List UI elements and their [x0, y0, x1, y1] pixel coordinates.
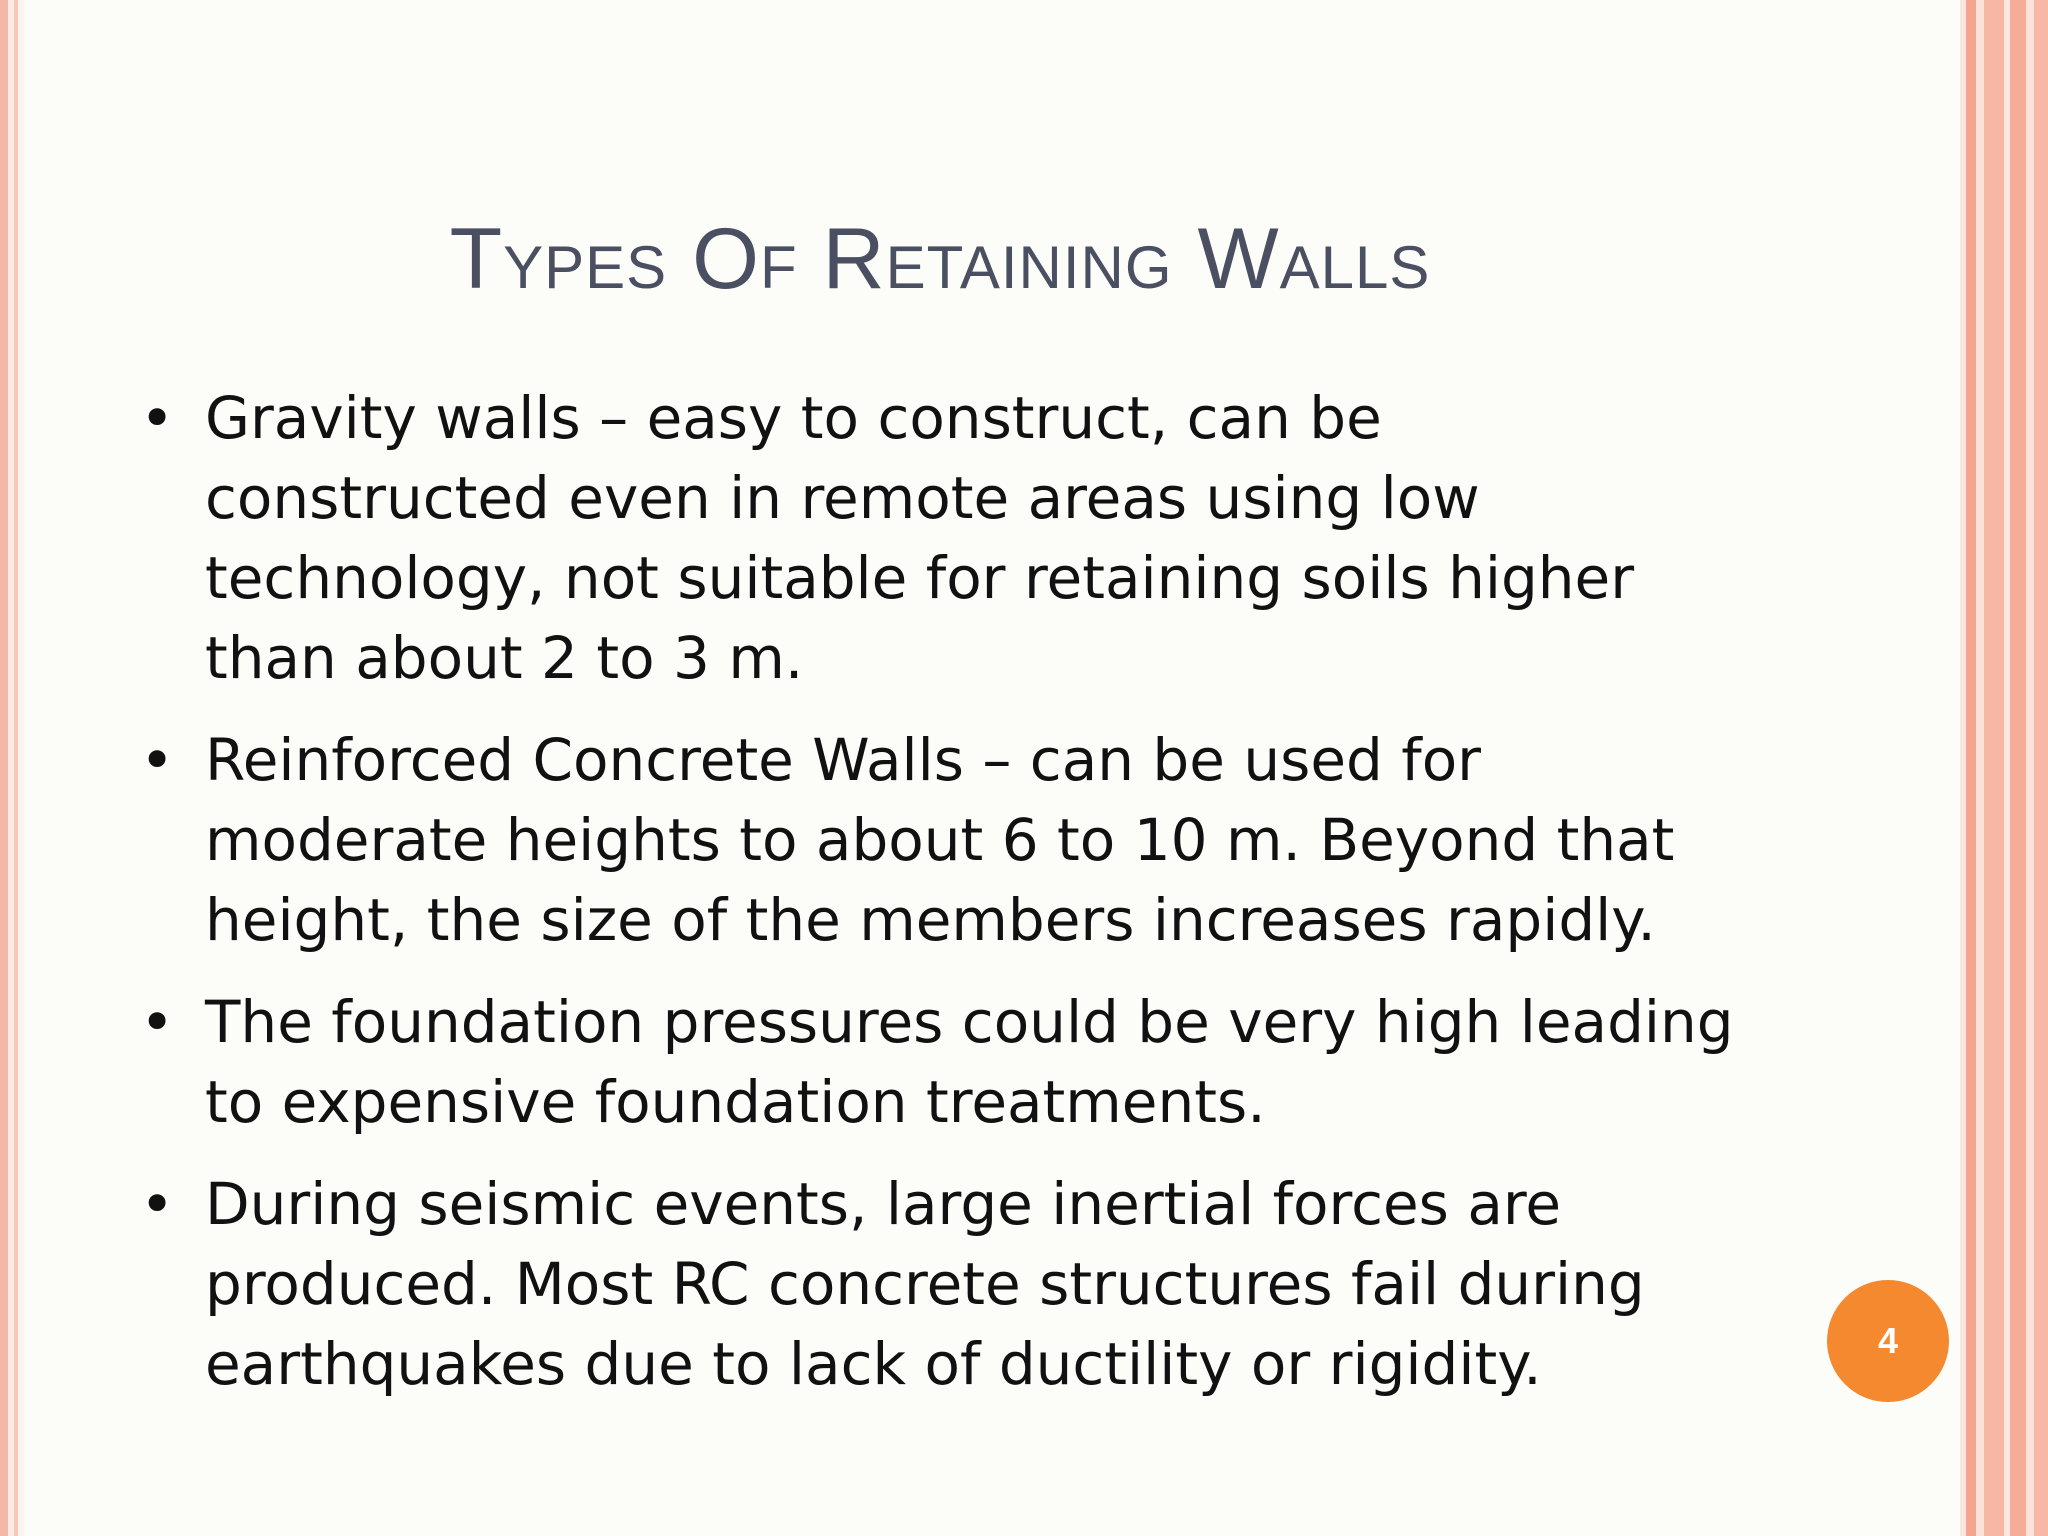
bullet-text: Gravity walls – easy to construct, can be constructed even in remote areas using low technology, not suitable for retaining soils higher than about 2 to 3 m.: [205, 384, 1635, 692]
bullet-text: Reinforced Concrete Walls – can be used for moderate heights to about 6 to 10 m. Beyond that height, the size of the members increases rapidly.: [205, 726, 1675, 954]
right-border-decoration: [1960, 0, 2048, 1536]
bullet-item-gravity-walls: [140, 378, 1740, 698]
bullet-item-seismic-events: [140, 1164, 1740, 1404]
slide-title: Types Of Retaining Walls: [449, 211, 1431, 307]
bullet-item-rc-walls: [140, 720, 1740, 960]
bullet-text: During seismic events, large inertial forces are produced. Most RC concrete structures fail during earthquakes due to lack of ductility or rigidity.: [205, 1170, 1645, 1398]
bullet-item-foundation-pressures: [140, 982, 1740, 1142]
bullet-icon: •: [140, 988, 175, 1056]
page-number-badge: 4: [1827, 1280, 1949, 1402]
bullet-icon: •: [140, 384, 175, 452]
bullet-text: The foundation pressures could be very high leading to expensive foundation treatments.: [205, 988, 1734, 1136]
bullet-icon: •: [140, 726, 175, 794]
bullet-icon: •: [140, 1170, 175, 1238]
bullet-list: [140, 378, 1740, 1426]
